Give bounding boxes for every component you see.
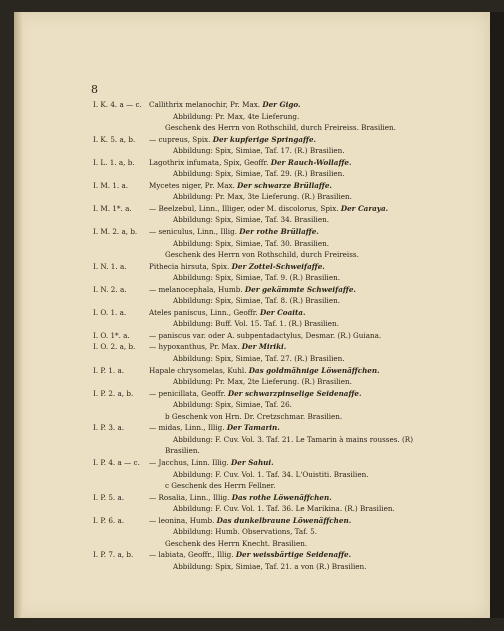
species-name: — Rosalia, Linn., Illig. Das rothe Löwenäffchen.: [149, 492, 332, 502]
species-name: — melanocephala, Humb. Der gekämmte Schweifaffe.: [149, 284, 356, 294]
entry-detail: Abbildung: Pr. Max, 3te Lieferung. (R.) Brasilien.: [173, 192, 352, 202]
entry-code: I. P. 7. a, b.: [93, 550, 134, 560]
german-common-name: Das rothe Löwenäffchen.: [231, 492, 332, 502]
entry-detail: Abbildung: Spix, Simiae, Taf. 26.: [173, 400, 292, 410]
catalog-entries: [93, 99, 493, 572]
entry-detail: Abbildung: F. Cuv. Vol. 3. Taf. 21. Le Tamarin à mains rousses. (R): [173, 434, 414, 444]
catalog-entry: [93, 307, 493, 330]
german-common-name: Der Sahui.: [231, 457, 274, 467]
species-name: — hypoxanthus, Pr. Max. Der Miriki.: [149, 342, 287, 352]
german-common-name: Der schwarze Brüllaffe.: [237, 180, 332, 190]
entry-detail: Abbildung: Humb. Observations, Taf. 5.: [173, 527, 318, 537]
catalog-entry: [93, 549, 493, 572]
catalog-entry: [93, 203, 493, 226]
catalog-entry: [93, 457, 493, 492]
german-common-name: Das goldmähnige Löwenäffchen.: [248, 365, 380, 375]
species-name: — cupreus, Spix. Der kupferige Springaffe.: [149, 134, 317, 144]
catalog-entry: [93, 226, 493, 261]
german-common-name: Das dunkelbraune Löwenäffchen.: [216, 515, 352, 525]
entry-code: I. L. 1. a, b.: [93, 157, 135, 167]
entry-detail: Abbildung: F. Cuv. Vol. 1. Taf. 34. L'Ouistiti. Brasilien.: [173, 469, 369, 479]
species-name: — Beelzebul, Linn., Illiger, oder M. discolorus, Spix. Der Caraya.: [149, 203, 389, 213]
entry-detail: Abbildung: Spix, Simiae, Taf. 8. (R.) Brasilien.: [173, 296, 341, 306]
entry-detail: c Geschenk des Herrn Fellner.: [165, 481, 276, 491]
entry-code: I. K. 4. a — c.: [93, 100, 142, 109]
german-common-name: Der Gigo.: [262, 100, 301, 109]
german-common-name: Der kupferige Springaffe.: [212, 134, 317, 144]
entry-code: I. N. 1. a.: [93, 261, 127, 271]
entry-detail: Abbildung: Pr. Max, 4te Lieferung.: [173, 111, 300, 121]
entry-code: I. K. 5. a, b.: [93, 134, 136, 144]
entry-code: I. P. 3. a.: [93, 423, 125, 433]
entry-code: I. O. 1. a.: [93, 307, 127, 317]
german-common-name: Der Miriki.: [241, 342, 287, 352]
german-common-name: Der schwarzpinselige Seidenaffe.: [227, 388, 362, 398]
catalog-entry: [93, 515, 493, 550]
entry-code: I. O. 1*. a.: [93, 330, 130, 340]
catalog-entry: [93, 365, 493, 388]
entry-detail: Abbildung: Spix, Simiae, Taf. 17. (R.) Brasilien.: [173, 146, 345, 156]
species-name: — midas, Linn., Illig. Der Tamarin.: [149, 423, 280, 433]
entry-detail: Brasilien.: [165, 446, 200, 456]
entry-detail: Abbildung: Spix, Simiae, Taf. 29. (R.) Brasilien.: [173, 169, 345, 179]
entry-detail: Abbildung: Buff. Vol. 15. Taf. 1. (R.) Brasilien.: [173, 319, 339, 329]
german-common-name: Der Caraya.: [340, 203, 389, 213]
catalog-entry: [93, 99, 493, 134]
species-name: — Jacchus, Linn. Illig. Der Sahui.: [149, 457, 274, 467]
entry-detail: Abbildung: Spix, Simiae, Taf. 9. (R.) Brasilien.: [173, 273, 341, 283]
species-name: — labiata, Geoffr., Illig. Der weissbärtige Seidenaffe.: [149, 550, 352, 560]
entry-detail: Abbildung: Spix, Simiae, Taf. 21. a von (R.) Brasilien.: [173, 561, 367, 571]
entry-code: I. M. 1*. a.: [93, 203, 132, 213]
catalog-entry: [93, 157, 493, 180]
german-common-name: Der weissbärtige Seidenaffe.: [235, 550, 352, 560]
entry-code: I. P. 2. a, b.: [93, 388, 134, 398]
entry-detail: Abbildung: Spix, Simiae, Taf. 30. Brasilien.: [173, 238, 330, 248]
catalog-entry: [93, 261, 493, 284]
species-name: Ateles paniscus, Linn., Geoffr. Der Coaita.: [149, 307, 306, 317]
catalog-entry: [93, 422, 493, 457]
german-common-name: Der gekämmte Schweifaffe.: [244, 284, 356, 294]
species-name: Lagothrix infumata, Spix, Geoffr. Der Rauch-Wollaffe.: [149, 157, 352, 167]
german-common-name: Der Zottel-Schweifaffe.: [231, 261, 325, 271]
catalog-entry: [93, 134, 493, 157]
entry-detail: Abbildung: Pr. Max, 2te Lieferung. (R.) Brasilien.: [173, 377, 352, 387]
entry-detail: Abbildung: Spix, Simiae, Taf. 27. (R.) Brasilien.: [173, 354, 345, 364]
entry-detail: Geschenk des Herrn von Rothschild, durch Freireiss. Brasilien.: [165, 123, 396, 133]
species-name: Mycetes niger, Pr. Max. Der schwarze Brüllaffe.: [149, 180, 332, 190]
species-name: — seniculus, Linn., Illig. Der rothe Brüllaffe.: [149, 227, 319, 237]
catalog-entry: [93, 284, 493, 307]
entry-detail: Geschenk des Herrn von Rothschild, durch Freireiss.: [165, 250, 359, 260]
entry-code: I. N. 2. a.: [93, 284, 127, 294]
german-common-name: Der Coaita.: [259, 307, 306, 317]
catalog-entry: [93, 330, 493, 342]
species-name: Pithecia hirsuta, Spix. Der Zottel-Schweifaffe.: [149, 261, 325, 271]
catalog-entry: [93, 492, 493, 515]
species-name: — penicillata, Geoffr. Der schwarzpinselige Seidenaffe.: [149, 388, 362, 398]
german-common-name: Der Rauch-Wollaffe.: [270, 157, 352, 167]
german-common-name: Der Tamarin.: [226, 423, 280, 433]
entry-detail: b Geschenk von Hrn. Dr. Cretzschmar. Brasilien.: [165, 411, 343, 421]
page-number: 8: [91, 83, 98, 96]
entry-detail: Abbildung: F. Cuv. Vol. 1. Taf. 36. Le Marikina. (R.) Brasilien.: [173, 504, 395, 514]
entry-code: I. P. 5. a.: [93, 492, 125, 502]
species-name: Callithrix melanochir, Pr. Max. Der Gigo.: [149, 100, 301, 109]
entry-detail: Geschenk des Herrn Knecht. Brasilien.: [165, 538, 308, 548]
species-name: — leonina, Humb. Das dunkelbraune Löwenäffchen.: [149, 515, 352, 525]
species-name: — paniscus var. oder A. subpentadactylus, Desmar. (R.) Guiana.: [149, 330, 382, 340]
entry-code: I. M. 2. a, b.: [93, 227, 138, 237]
page-binding: [14, 12, 23, 618]
entry-code: I. P. 6. a.: [93, 515, 125, 525]
german-common-name: Der rothe Brüllaffe.: [239, 227, 319, 237]
entry-detail: Abbildung: Spix, Simiae, Taf. 34. Brasilien.: [173, 215, 330, 225]
catalog-entry: [93, 341, 493, 364]
entry-code: I. P. 4. a — c.: [93, 457, 140, 467]
entry-code: I. P. 1. a.: [93, 365, 125, 375]
catalog-entry: [93, 388, 493, 423]
entry-code: I. M. 1. a.: [93, 180, 129, 190]
species-name: Hapale chrysomelas, Kuhl. Das goldmähnige Löwenäffchen.: [149, 365, 380, 375]
catalog-entry: [93, 180, 493, 203]
entry-code: I. O. 2. a, b.: [93, 342, 136, 352]
